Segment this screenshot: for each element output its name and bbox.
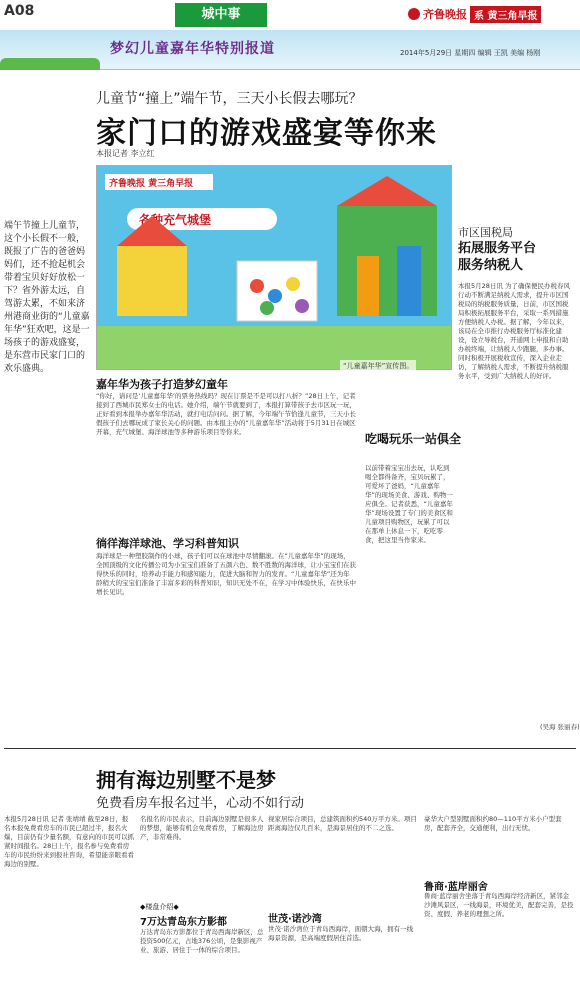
bottom-column-3: 视家居综合项目，总建筑面积约540万平方米。项目距离海边仅几百米，是海景居住的不二之选。: [268, 815, 417, 832]
main-photo: [96, 165, 452, 370]
photo-brand: 齐鲁晚报 黄三角早报: [109, 179, 194, 189]
photo-caption: “儿童嘉年华”宣传图。: [340, 360, 416, 372]
photo-banner-text: 各种充气城堡: [139, 213, 212, 227]
story-byline: 本报记者 李立红: [96, 149, 155, 158]
banner-title: 梦幻儿童嘉年华特别报道: [110, 41, 275, 57]
body-paragraph-3: 以前带着宝宝出去玩，认吃到喝全都得备齐，宝贝玩累了，可爱坏了爸妈，“儿童嘉年华”的现场美食、游戏、购物一应俱全。记者获悉，“儿童嘉年华”现场设置了专门的美食区和儿童项目购物区，玩累了可以在那单上休息一下，吃吃零食，把这里当作家来。: [365, 464, 453, 544]
body-paragraph-2: 海洋球是一种塑胶制作的小球，孩子们可以在球池中尽情翻滚。在“儿童嘉年华”的现场，全国顶级的文化传播公司为小宝宝们准备了五颜六色、数不胜数的海洋球，让小宝宝们在获得快乐的同时，培养动手能力和感知能力，促进大脑和智力的发育。“儿童嘉年华”还为年龄稍大的宝宝们准备了丰富多彩的科普知识，知识无处不在，在学习中体验快乐，在快乐中增长见识。: [96, 552, 356, 596]
bottom-column-1: 本报5月28日讯 记者 张靖靖 截至28日，报名本报免费看房车的市民已超过半，报名火爆，目前仍有少量名额，有意向的市民可以抓紧时间报名。28日上午，报名参与免费看房车的市民纷纷来到报社咨询，希望能亲眼看看海边的别墅。: [4, 815, 134, 868]
bouncy-castle-illustration: [97, 166, 452, 370]
brand-sub: 系 黄三角早报: [470, 6, 541, 23]
bottom-subhead-shimao: 世茂·诺沙湾: [268, 914, 322, 925]
page-number: A08: [4, 3, 35, 19]
section-divider: [4, 748, 576, 749]
story-headline: 家门口的游戏盛宴等你来: [96, 116, 437, 151]
body-paragraph-1: “你好，请问是‘儿童嘉年华’的票务热线吗？现在订票是不是可以打八折？”28日上午，记者接到了西城市民郑女士的电话。她介绍，端午节就要到了，本报打算带孩子去市区玩一玩，正好看到本报举办嘉年华活动，就打电话问问。据了解，今年端午节恰逢儿童节，三天小长假孩子们去哪玩成了家长关心的问题。由本报主办的“儿童嘉年华”活动将于5月31日在城区开幕，充气城堡、海洋球池等多种游乐项目等你来。: [96, 392, 356, 436]
story-kicker: 儿童节“撞上”端午节，三天小长假去哪玩？: [96, 91, 363, 107]
banner-grass-decoration: [0, 58, 100, 70]
date-editor-line: 2014年5月29日 星期四 编辑 王凯 美编 杨刚: [400, 49, 541, 57]
bottom-subhead-wanda: 7万达青岛东方影都: [140, 917, 227, 928]
right-story-headline: 拓展服务平台 服务纳税人: [458, 241, 537, 273]
subhead-2: 徜徉海洋球池、学习科普知识: [96, 537, 239, 550]
subhead-1: 嘉年华为孩子打造梦幻童年: [96, 378, 228, 391]
bottom-column-4: 豪华大户型别墅面积约80—110平方米小户型套房，配套齐全，交通便利，出行无忧。: [424, 815, 562, 832]
bottom-subhead-lushang: 鲁商·蓝岸丽舍: [424, 882, 488, 893]
section-title: 城中事: [175, 3, 267, 27]
bottom-column-2b: 万达青岛东方影都位于青岛西海岸新区，总投资500亿元，占地376公顷，是集影视产业、旅游、居住于一体的综合项目。: [140, 928, 264, 954]
right-story-credit: (吴海 张丽春): [540, 723, 580, 731]
right-story-kicker: 市区国税局: [458, 226, 513, 239]
newspaper-logo-icon: [408, 8, 420, 20]
side-intro-text: 端午节撞上儿童节，这个小长假不一般，既报了广告的爸爸妈妈们，还不抢起机会带着宝贝好好放松一下？省外游太远，自驾游太累，不如来济州港商业街的“儿童嘉年华”狂欢吧，这是一场孩子的游戏盛宴，是东营市民家门口的欢乐盛典。: [4, 221, 90, 374]
bottom-column-2: 名报名的市民表示，目前海边别墅是很多人的梦想，能够有机会免费看房，了解海边房产，非常难得。: [140, 815, 264, 841]
bottom-subheadline: 免费看房车报名过半，心动不如行动: [96, 796, 305, 811]
bottom-headline: 拥有海边别墅不是梦: [96, 768, 276, 792]
bottom-column-3b: 世茂·诺沙湾位于青岛西海岸，面朝大海，拥有一线海景资源，是高端度假居住首选。: [268, 925, 414, 942]
brand-name: 齐鲁晚报: [423, 8, 467, 21]
bottom-label-listing: ◆楼盘介绍◆: [140, 903, 179, 911]
masthead-brand: [408, 4, 578, 24]
bottom-column-4b: 鲁商·蓝岸丽舍坐落于青岛西海岸经济新区，紧邻金沙滩风景区，一线海景，环境优美，配套完善，是投资、度假、养老的理想之所。: [424, 892, 574, 918]
right-story-body: 本报5月28日讯 为了确保便民办税春风行动不断满足纳税人需求，提升市区国税局的纳税服务质量，日前，市区国税局积极拓展服务平台，采取一系列措施方便纳税人办税。据了解，今年以来，该局在全市推行办税服务厅标准化建设，设立导税台，开通网上申报和自助办税终端，让纳税人少跑腿，多办事。同时积极开展税收宣传，深入企业走访，了解纳税人需求，不断提升纳税服务水平，受到广大纳税人的好评。: [458, 282, 570, 380]
subhead-3: 吃喝玩乐一站俱全: [365, 432, 462, 446]
